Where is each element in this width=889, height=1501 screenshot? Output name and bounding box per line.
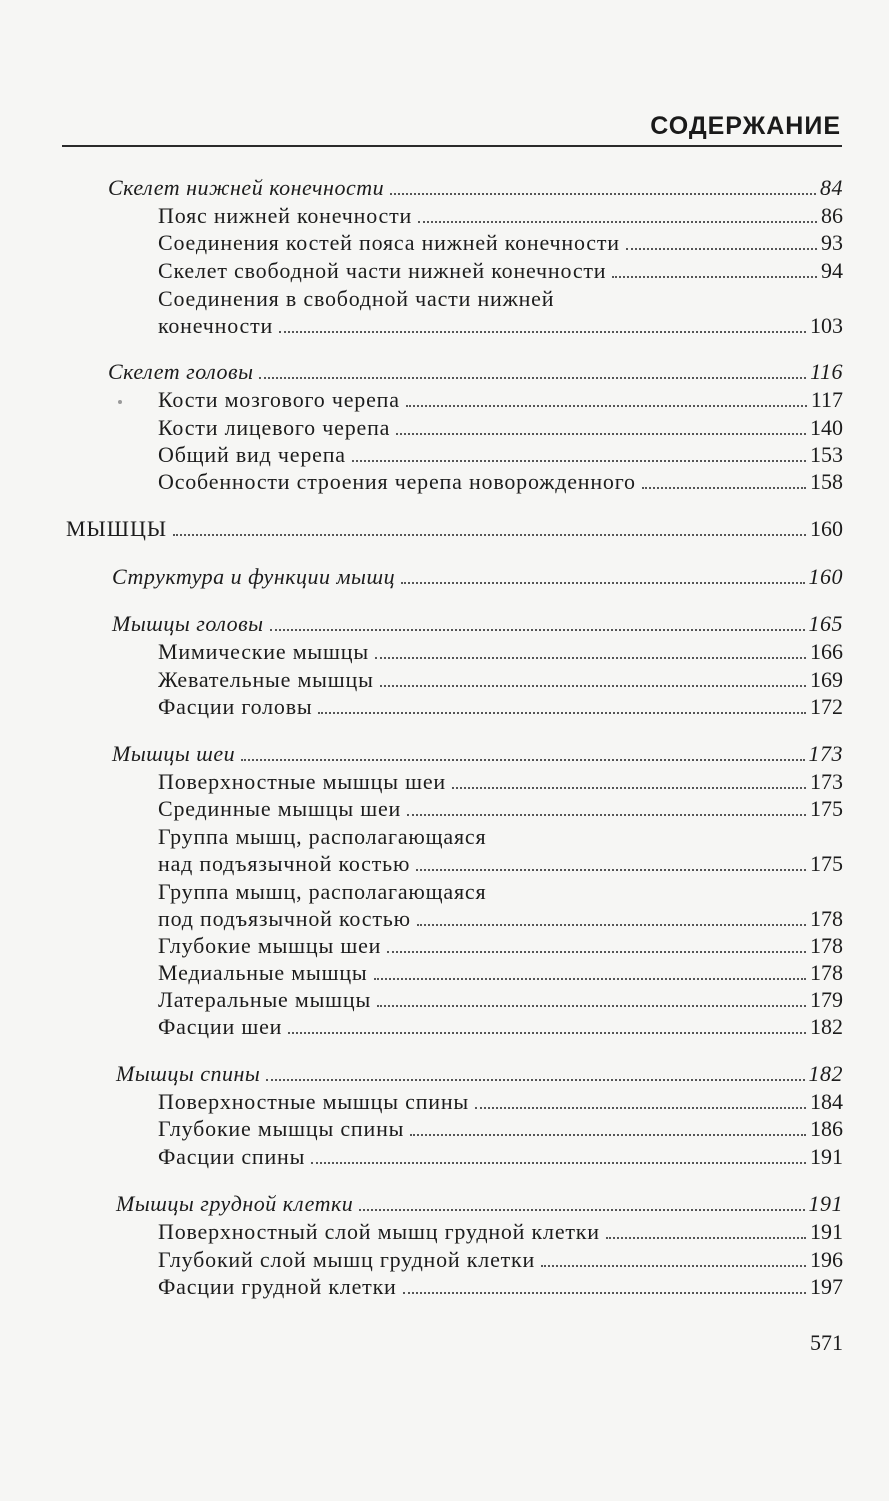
dot-leader (418, 221, 817, 223)
toc-section-entry (116, 1189, 843, 1217)
dot-leader (403, 1292, 806, 1294)
toc-entry (158, 1012, 843, 1040)
dot-leader (241, 759, 804, 761)
toc-entry-page: 103 (810, 313, 843, 338)
toc-section-entry (108, 173, 843, 201)
toc-entry-page: 191 (808, 1191, 843, 1216)
toc-entry-title: Мышцы спины (116, 1061, 261, 1086)
toc-entry (158, 1142, 843, 1170)
toc-entry-page: 173 (810, 769, 843, 794)
dot-leader (375, 657, 806, 659)
toc-entry (158, 767, 843, 795)
toc-entry-title: Мимические мышцы (158, 639, 369, 664)
toc-entry (158, 201, 843, 229)
toc-entry (158, 311, 843, 339)
dot-leader (406, 405, 807, 407)
toc-entry-page: 158 (810, 469, 843, 494)
dot-leader (288, 1032, 806, 1034)
toc-entry-page: 173 (808, 741, 843, 766)
toc-entry (158, 877, 843, 905)
toc-entry-page: 153 (810, 442, 843, 467)
dot-leader (606, 1237, 806, 1239)
dot-leader (612, 276, 817, 278)
toc-entry-title: Глубокие мышцы спины (158, 1116, 405, 1141)
toc-entry (158, 256, 843, 284)
toc-entry-title: Поверхностный слой мышц грудной клетки (158, 1219, 600, 1244)
toc-section-entry (112, 562, 843, 590)
toc-entry-title: Скелет головы (108, 359, 254, 384)
toc-entry-page: 182 (808, 1061, 843, 1086)
dot-leader (396, 433, 806, 435)
toc-entry-page: 196 (810, 1247, 843, 1272)
dot-leader (266, 1079, 804, 1081)
toc-entry-title: МЫШЦЫ (66, 516, 168, 541)
toc-entry-title: конечности (158, 313, 274, 338)
toc-entry-page: 94 (821, 258, 843, 283)
toc-entry-page: 182 (810, 1014, 843, 1039)
toc-entry (158, 1087, 843, 1115)
dot-leader (380, 685, 806, 687)
dot-leader (352, 460, 806, 462)
page-number: 571 (810, 1330, 843, 1355)
toc-entry-page: 166 (810, 639, 843, 664)
dot-leader (626, 248, 817, 250)
dot-leader (259, 377, 806, 379)
toc-entry (158, 284, 843, 312)
toc-entry-title: Фасции головы (158, 694, 313, 719)
toc-section-entry (116, 1059, 843, 1087)
toc-entry-page: 160 (808, 564, 843, 589)
dot-leader (410, 1134, 806, 1136)
dot-leader (311, 1162, 806, 1164)
toc-part-entry (66, 514, 843, 542)
dot-leader (642, 487, 806, 489)
dot-leader (173, 534, 806, 536)
toc-entry-page: 175 (810, 851, 843, 876)
dot-leader (387, 951, 806, 953)
toc-entry-title: Поверхностные мышцы шеи (158, 769, 447, 794)
dot-leader (318, 712, 806, 714)
toc-entry-page: 160 (810, 516, 843, 541)
toc-entry-page: 179 (810, 987, 843, 1012)
toc-entry-page: 116 (810, 359, 843, 384)
toc-entry-page: 178 (810, 906, 843, 931)
toc-entry-page: 140 (810, 415, 843, 440)
toc-entry-title: Медиальные мышцы (158, 960, 368, 985)
toc-entry-title: под подъязычной костью (158, 906, 411, 931)
toc-entry (158, 985, 843, 1013)
toc-entry-title: Глубокие мышцы шеи (158, 933, 382, 958)
toc-entry-title: Поверхностные мышцы спины (158, 1089, 469, 1114)
toc-entry-title: Группа мышц, располагающаяся (158, 824, 487, 849)
toc-entry-page: 191 (810, 1144, 843, 1169)
toc-entry (158, 467, 843, 495)
toc-entry-title: Мышцы головы (112, 611, 264, 636)
toc-entry (158, 904, 843, 932)
toc-entry (158, 822, 843, 850)
toc-entry-page: 184 (810, 1089, 843, 1114)
toc-entry (158, 1272, 843, 1300)
toc-entry (158, 1245, 843, 1273)
toc-entry (158, 637, 843, 665)
toc-entry-title: Жевательные мышцы (158, 667, 374, 692)
toc-entry-title: Особенности строения черепа новорожденного (158, 469, 636, 494)
page-header-title: СОДЕРЖАНИЕ (650, 112, 841, 140)
toc-entry-title: Фасции спины (158, 1144, 306, 1169)
toc-entry-page: 175 (810, 796, 843, 821)
dot-leader (416, 869, 806, 871)
toc-entry-page: 197 (810, 1274, 843, 1299)
dot-leader (377, 1005, 806, 1007)
toc-entry-title: Мышцы грудной клетки (116, 1191, 354, 1216)
toc-entry-page: 165 (808, 611, 843, 636)
toc-entry-page: 178 (810, 933, 843, 958)
toc-entry-page: 169 (810, 667, 843, 692)
toc-entry (158, 228, 843, 256)
toc-entry-title: Глубокий слой мышц грудной клетки (158, 1247, 536, 1272)
toc-entry-title: Группа мышц, располагающаяся (158, 879, 487, 904)
toc-entry (158, 794, 843, 822)
toc-entry (158, 665, 843, 693)
toc-entry-title: Фасции грудной клетки (158, 1274, 397, 1299)
toc-entry-title: Фасции шеи (158, 1014, 283, 1039)
toc-entry-title: Соединения в свободной части нижней (158, 286, 555, 311)
toc-entry (158, 931, 843, 959)
toc-entry-page: 191 (810, 1219, 843, 1244)
toc-entry (158, 440, 843, 468)
toc-section-entry (108, 357, 843, 385)
toc-entry-title: Срединные мышцы шеи (158, 796, 402, 821)
toc-entry-page: 93 (821, 230, 843, 255)
toc-entry-title: Кости лицевого черепа (158, 415, 391, 440)
toc-entry-page: 178 (810, 960, 843, 985)
dot-leader (452, 787, 806, 789)
toc-entry (158, 413, 843, 441)
toc-entry (158, 385, 843, 413)
dot-leader (407, 814, 806, 816)
toc-entry-title: Скелет нижней конечности (108, 175, 385, 200)
toc-entry-title: Общий вид черепа (158, 442, 346, 467)
dot-leader (475, 1107, 806, 1109)
toc-section-entry (112, 739, 843, 767)
dot-leader (374, 978, 807, 980)
dot-leader (270, 629, 805, 631)
toc-entry-page: 186 (810, 1116, 843, 1141)
toc-entry-title: над подъязычной костью (158, 851, 411, 876)
toc-entry (158, 849, 843, 877)
toc-entry (158, 1114, 843, 1142)
toc-entry-page: 172 (810, 694, 843, 719)
toc-entry-page: 86 (821, 203, 843, 228)
dot-leader (401, 582, 804, 584)
toc-section-entry (112, 609, 843, 637)
toc-entry (158, 1217, 843, 1245)
toc-entry-title: Латеральные мышцы (158, 987, 372, 1012)
toc-entry-title: Мышцы шеи (112, 741, 236, 766)
toc-entry (158, 958, 843, 986)
dot-leader (279, 331, 806, 333)
toc-entry-title: Соединения костей пояса нижней конечности (158, 230, 620, 255)
dot-leader (417, 924, 806, 926)
toc-entry-title: Пояс нижней конечности (158, 203, 413, 228)
dot-leader (390, 193, 816, 195)
toc-entry-title: Кости мозгового черепа (158, 387, 400, 412)
dot-leader (359, 1209, 804, 1211)
toc-entry-title: Структура и функции мышц (112, 564, 396, 589)
toc-entry-page: 84 (820, 175, 843, 200)
dot-leader (541, 1265, 806, 1267)
toc-entry (158, 692, 843, 720)
toc-entry-title: Скелет свободной части нижней конечности (158, 258, 607, 283)
toc-entry-page: 117 (810, 387, 843, 412)
